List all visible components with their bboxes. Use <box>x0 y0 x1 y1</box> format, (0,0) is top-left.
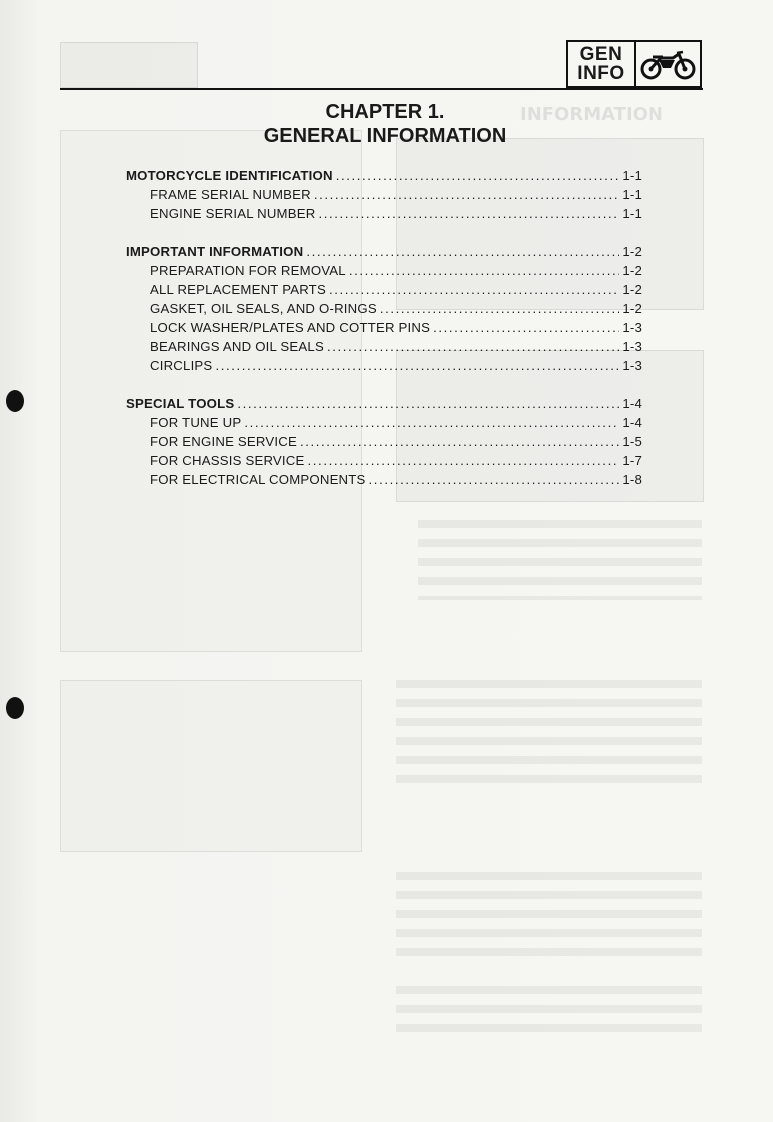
toc-entry <box>126 413 642 432</box>
toc-entry <box>126 356 642 375</box>
toc-entry-title: FOR ELECTRICAL COMPONENTS <box>150 472 366 487</box>
toc-entry-title: FOR CHASSIS SERVICE <box>150 453 305 468</box>
toc-entry <box>126 166 642 185</box>
toc-leader <box>329 280 619 299</box>
toc-entry-page: 1-7 <box>622 453 642 468</box>
table-of-contents <box>126 166 642 508</box>
toc-entry-page: 1-1 <box>622 168 642 183</box>
badge-line-1: GEN <box>579 44 623 65</box>
toc-entry-page: 1-3 <box>622 358 642 373</box>
motorcycle-icon <box>636 42 700 86</box>
chapter-heading <box>200 100 570 148</box>
bleed-through-illustration <box>60 680 362 852</box>
header-rule <box>60 88 703 90</box>
toc-entry <box>126 470 642 489</box>
toc-entry <box>126 318 642 337</box>
binder-hole-top <box>6 390 24 412</box>
toc-entry-title: IMPORTANT INFORMATION <box>126 244 304 259</box>
toc-leader <box>349 261 619 280</box>
binder-hole-bottom <box>6 697 24 719</box>
toc-leader <box>433 318 619 337</box>
toc-entry-title: LOCK WASHER/PLATES AND COTTER PINS <box>150 320 431 335</box>
bleed-through-heading: INFORMATION <box>520 104 664 125</box>
toc-entry-title: FRAME SERIAL NUMBER <box>150 187 311 202</box>
toc-entry-page: 1-4 <box>622 415 642 430</box>
toc-leader <box>327 337 619 356</box>
toc-entry <box>126 204 642 223</box>
bleed-through-text-block-3 <box>396 872 702 962</box>
toc-entry <box>126 242 642 261</box>
toc-entry-page: 1-2 <box>622 282 642 297</box>
toc-leader <box>215 356 619 375</box>
toc-entry-page: 1-1 <box>622 187 642 202</box>
toc-entry-page: 1-8 <box>622 472 642 487</box>
section-badge <box>566 40 702 88</box>
toc-leader <box>306 242 619 261</box>
toc-entry-page: 1-2 <box>622 301 642 316</box>
bleed-through-header-box <box>60 42 198 88</box>
toc-entry-title: CIRCLIPS <box>150 358 213 373</box>
toc-entry-title: FOR ENGINE SERVICE <box>150 434 297 449</box>
bleed-through-text-block-2 <box>396 680 702 790</box>
toc-entry <box>126 394 642 413</box>
toc-entry-page: 1-2 <box>622 244 642 259</box>
toc-section-special-tools <box>126 394 642 489</box>
toc-leader <box>318 204 619 223</box>
toc-entry-page: 1-3 <box>622 320 642 335</box>
toc-entry <box>126 261 642 280</box>
toc-leader <box>380 299 619 318</box>
toc-section-motorcycle-identification <box>126 166 642 223</box>
toc-entry-page: 1-4 <box>622 396 642 411</box>
badge-line-2: INFO <box>577 63 625 84</box>
toc-entry <box>126 280 642 299</box>
toc-entry-title: FOR TUNE UP <box>150 415 242 430</box>
toc-entry <box>126 432 642 451</box>
toc-entry-title: ALL REPLACEMENT PARTS <box>150 282 326 297</box>
toc-entry-title: ENGINE SERIAL NUMBER <box>150 206 316 221</box>
toc-entry-page: 1-1 <box>622 206 642 221</box>
toc-leader <box>369 470 620 489</box>
toc-entry-page: 1-2 <box>622 263 642 278</box>
toc-leader <box>237 394 619 413</box>
toc-entry <box>126 185 642 204</box>
toc-entry-title: SPECIAL TOOLS <box>126 396 235 411</box>
toc-leader <box>300 432 619 451</box>
toc-leader <box>244 413 619 432</box>
toc-entry <box>126 451 642 470</box>
toc-leader <box>314 185 619 204</box>
bleed-through-text-block-4 <box>396 986 702 1036</box>
toc-entry-title: PREPARATION FOR REMOVAL <box>150 263 346 278</box>
toc-entry-title: GASKET, OIL SEALS, AND O-RINGS <box>150 301 377 316</box>
toc-section-important-information <box>126 242 642 375</box>
section-badge-label <box>568 42 636 86</box>
chapter-number: CHAPTER 1. <box>325 101 445 123</box>
bleed-through-text-block-1 <box>418 520 702 600</box>
toc-entry-page: 1-3 <box>622 339 642 354</box>
toc-entry-title: BEARINGS AND OIL SEALS <box>150 339 324 354</box>
toc-leader <box>308 451 620 470</box>
toc-entry <box>126 299 642 318</box>
toc-entry <box>126 337 642 356</box>
toc-entry-title: MOTORCYCLE IDENTIFICATION <box>126 168 333 183</box>
toc-entry-page: 1-5 <box>622 434 642 449</box>
chapter-title: GENERAL INFORMATION <box>263 125 507 147</box>
toc-leader <box>336 166 620 185</box>
